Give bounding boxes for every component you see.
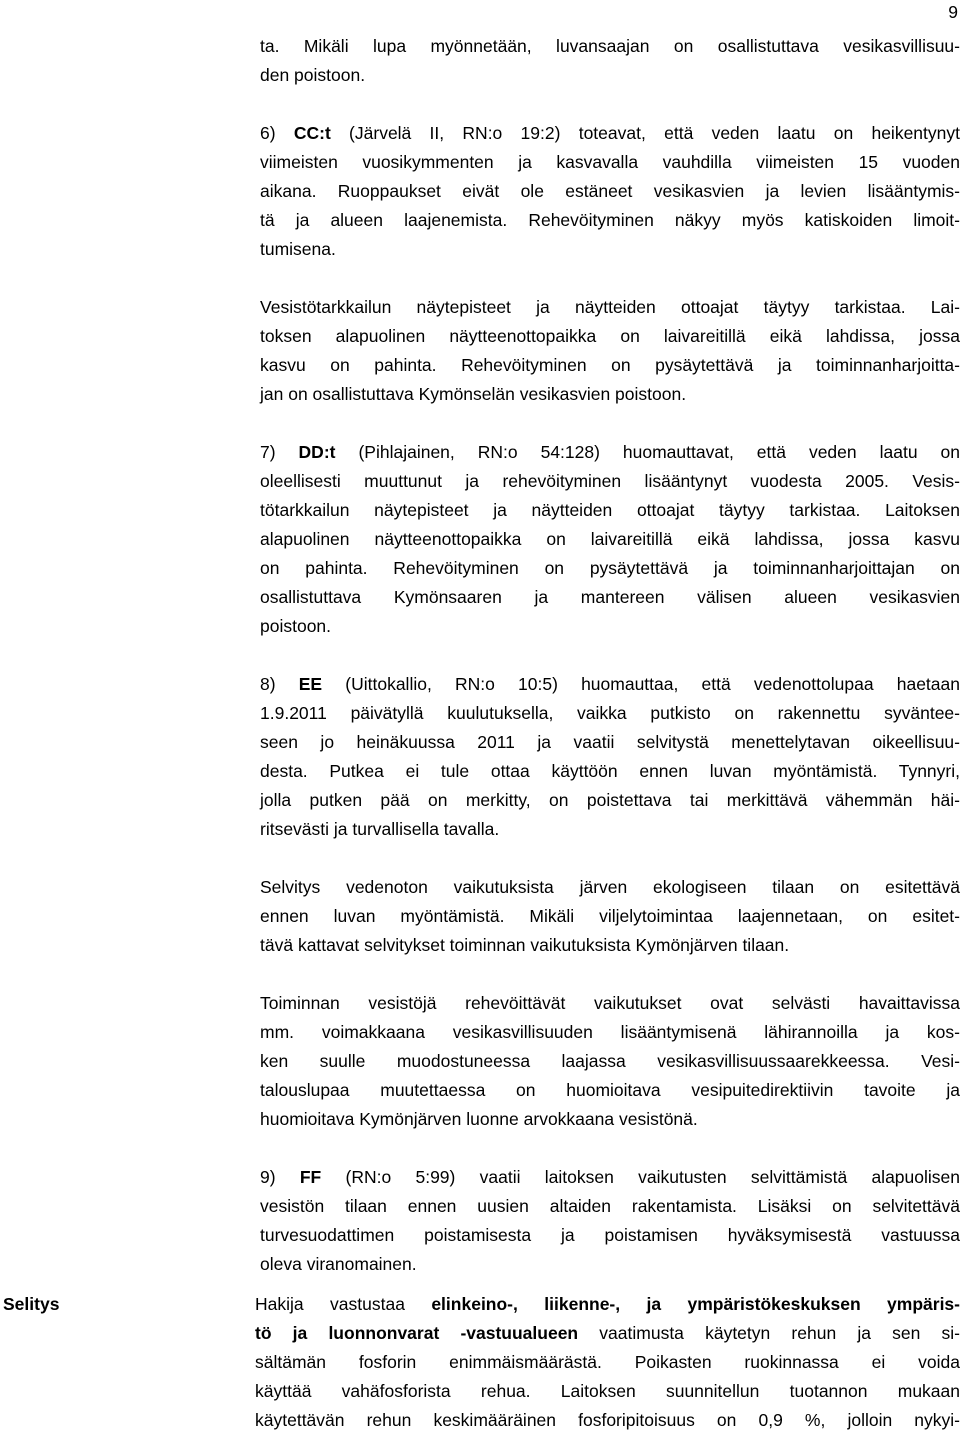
text-line: käytettävän rehun keskimääräinen fosforipitoisuus on 0,9 %, jolloin nykyi- — [255, 1410, 960, 1430]
text-line: alapuolinen näytteenottopaikka on laivareitillä eikä lahdissa, jossa kasvu — [260, 529, 960, 549]
text-segment: 6) — [260, 123, 294, 143]
text-line: talouslupaa muutettaessa on huomioitava vesipuitedirektiivin tavoite ja — [260, 1080, 960, 1100]
paragraph — [260, 438, 960, 641]
text-line: jan on osallistuttava Kymönselän vesikasvien poistoon. — [260, 384, 687, 404]
text-segment: (Pihlajainen, RN:o 54:128) huomauttavat, että veden laatu on — [335, 442, 960, 462]
bold-text-segment: EE — [298, 674, 323, 694]
text-line: on pahinta. Rehevöityminen on pysäytettävä ja toiminnanharjoittajan on — [260, 558, 960, 578]
paragraph — [260, 989, 960, 1134]
text-line: sältämän fosforin enimmäismäärästä. Poikasten ruokinnassa ei voida — [255, 1352, 960, 1372]
bold-text-segment: elinkeino-, liikenne-, ja ympäristökeskuksen ympäris- — [431, 1294, 960, 1314]
text-line: osallistuttava Kymönsaaren ja mantereen välisen alueen vesikasvien — [260, 587, 960, 607]
text-segment: Hakija vastustaa — [255, 1294, 432, 1314]
section-body-selitys — [255, 1290, 960, 1435]
text-segment: 8) — [260, 674, 299, 694]
text-line: huomioitava Kymönjärven luonne arvokkaana vesistönä. — [260, 1109, 698, 1129]
document-body — [260, 32, 960, 1308]
text-line: 1.9.2011 päivätyllä kuulutuksella, vaikka putkisto on rakennettu syväntee- — [260, 703, 960, 723]
text-line: Vesistötarkkailun näytepisteet ja näytteiden ottoajat täytyy tarkistaa. Lai- — [260, 297, 960, 317]
text-segment: 7) — [260, 442, 299, 462]
text-line: tä ja alueen laajenemista. Rehevöityminen näkyy myös katiskoiden limoit- — [260, 210, 960, 230]
text-line: mm. voimakkaana vesikasvillisuuden lisääntymisenä lähirannoilla ja kos- — [260, 1022, 960, 1042]
text-line: tumisena. — [260, 239, 336, 259]
text-line: vesistön tilaan ennen uusien altaiden rakentamista. Lisäksi on selvitettävä — [260, 1196, 960, 1216]
text-line: viimeisten vuosikymmenten ja kasvavalla vauhdilla viimeisten 15 vuoden — [260, 152, 960, 172]
text-line: käyttää vahäfosforista rehua. Laitoksen suunnitellun tuotannon mukaan — [255, 1381, 960, 1401]
text-segment: (Järvelä II, RN:o 19:2) toteavat, että veden laatu on heikentynyt — [330, 123, 960, 143]
bold-text-segment: tö ja luonnonvarat -vastuualueen — [255, 1323, 579, 1343]
text-line: oleellisesti muuttunut ja rehevöityminen lisääntynyt vuodesta 2005. Vesis- — [260, 471, 960, 491]
text-segment: (Uittokallio, RN:o 10:5) huomauttaa, että vedenottolupaa haetaan — [322, 674, 960, 694]
text-line: ennen luvan myöntämistä. Mikäli viljelytoimintaa laajennetaan, on esitet- — [260, 906, 960, 926]
paragraph — [260, 119, 960, 264]
text-line: oleva viranomainen. — [260, 1254, 417, 1274]
text-line: ken suulle muodostuneessa laajassa vesikasvillisuussaarekkeessa. Vesi- — [260, 1051, 960, 1071]
section-label-selitys: Selitys — [3, 1294, 60, 1314]
bold-text-segment: CC:t — [293, 123, 331, 143]
text-segment: 9) — [260, 1167, 300, 1187]
page-number: 9 — [948, 2, 958, 22]
text-line: den poistoon. — [260, 65, 366, 85]
text-line: desta. Putkea ei tule ottaa käyttöön ennen luvan myöntämistä. Tynnyri, — [260, 761, 960, 781]
text-line: tötarkkailun näytepisteet ja näytteiden ottoajat täytyy tarkistaa. Laitoksen — [260, 500, 960, 520]
text-line — [255, 1290, 960, 1319]
text-line: poistoon. — [260, 616, 332, 636]
text-segment: (RN:o 5:99) vaatii laitoksen vaikutusten selvittämistä alapuolisen — [321, 1167, 960, 1187]
bold-text-segment: DD:t — [298, 442, 336, 462]
text-line: Selvitys vedenoton vaikutuksista järven ekologiseen tilaan on esitettävä — [260, 877, 960, 897]
text-segment: vaatimusta käytetyn rehun ja sen si- — [578, 1323, 960, 1343]
text-line: aikana. Ruoppaukset eivät ole estäneet vesikasvien ja levien lisääntymis- — [260, 181, 960, 201]
text-line: jolla putken pää on merkitty, on poistettava tai merkittävä vähemmän häi- — [260, 790, 960, 810]
paragraph — [260, 32, 960, 90]
text-line: ritsevästi ja turvallisella tavalla. — [260, 819, 500, 839]
text-line: seen jo heinäkuussa 2011 ja vaatii selvitystä menettelytavan oikeellisuu- — [260, 732, 960, 752]
text-line — [260, 119, 960, 148]
paragraph — [260, 1163, 960, 1279]
text-line: Toiminnan vesistöjä rehevöittävät vaikutukset ovat selvästi havaittavissa — [260, 993, 960, 1013]
text-line: toksen alapuolinen näytteenottopaikka on laivareitillä eikä lahdissa, jossa — [260, 326, 960, 346]
text-line: ta. Mikäli lupa myönnetään, luvansaajan on osallistuttava vesikasvillisuu- — [260, 36, 960, 56]
text-line — [260, 670, 960, 699]
text-line: turvesuodattimen poistamisesta ja poistamisen hyväksymisestä vastuussa — [260, 1225, 960, 1245]
text-line — [255, 1319, 960, 1348]
text-line — [260, 1163, 960, 1192]
text-line — [260, 438, 960, 467]
bold-text-segment: FF — [299, 1167, 322, 1187]
paragraph — [260, 670, 960, 844]
paragraph — [260, 293, 960, 409]
paragraph — [260, 873, 960, 960]
text-line: kasvu on pahinta. Rehevöityminen on pysäytettävä ja toiminnanharjoitta- — [260, 355, 960, 375]
text-line: tävä kattavat selvitykset toiminnan vaikutuksista Kymönjärven tilaan. — [260, 935, 790, 955]
